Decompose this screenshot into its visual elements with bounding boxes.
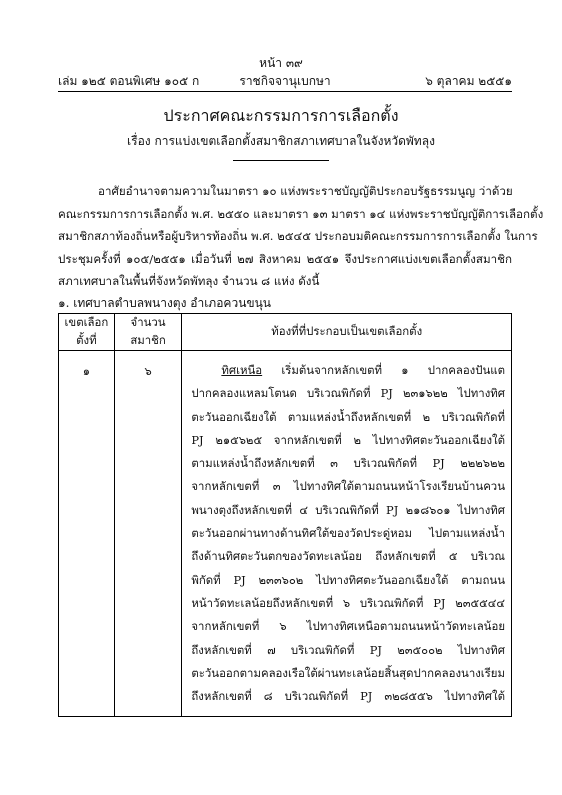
gazette-name: ราชกิจจานุเบกษา <box>239 74 331 88</box>
boundary-line: ตะวันออกผ่านทางด้านทิศใต้ของวัดประดู่หอม ไปตามแหล่งน้ำ <box>191 526 505 541</box>
publication-date: ๖ ตุลาคม ๒๕๕๑ <box>425 74 512 88</box>
column-header-area: ท้องที่ที่ประกอบเป็นเขตเลือกตั้ง <box>182 314 512 351</box>
zone-boundary-description <box>182 351 512 717</box>
boundary-line: จากหลักเขตที่ ๖ ไปทางทิศเหนือตามถนนหน้าวัดทะเลน้อย <box>191 619 505 634</box>
boundary-line: พิกัดที่ PJ ๒๓๓๖๐๒ ไปทางทิศตะวันออกเฉียงใต้ ตามถนน <box>191 572 505 587</box>
preamble-line: สมาชิกสภาท้องถิ่นหรือผู้บริหารท้องถิ่น พ.ศ. ๒๕๔๕ ประกอบมติคณะกรรมการการเลือกตั้ง ในการ <box>58 229 538 243</box>
page-number: หน้า ๓๙ <box>259 56 303 70</box>
table-row <box>59 351 512 717</box>
column-header-members: จำนวนสมาชิก <box>114 314 182 351</box>
boundary-line: PJ ๒๑๕๖๒๕ จากหลักเขตที่ ๒ ไปทางทิศตะวันออกเฉียงใต้ <box>191 432 505 447</box>
table-header-row <box>59 314 512 351</box>
column-header-zone: เขตเลือกตั้งที่ <box>59 314 115 351</box>
boundary-line: หน้าวัดทะเลน้อยถึงหลักเขตที่ ๖ บริเวณพิกัดที่ PJ ๒๓๕๕๔๔ <box>191 595 505 610</box>
zone-number: ๑ <box>59 351 115 717</box>
preamble-paragraph <box>58 180 544 293</box>
title-divider <box>233 160 329 161</box>
volume-issue: เล่ม ๑๒๕ ตอนพิเศษ ๑๐๕ ก <box>58 74 200 88</box>
preamble-line: ประชุมครั้งที่ ๑๐๕/๒๕๕๑ เมื่อวันที่ ๒๗ สิงหาคม ๒๕๕๑ จึงประกาศแบ่งเขตเลือกตั้งสมาชิก <box>58 251 512 266</box>
announcement-subject: เรื่อง การแบ่งเขตเลือกตั้งสมาชิกสภาเทศบาลในจังหวัดพัทลุง <box>127 134 435 148</box>
boundary-line: ถึงด้านทิศตะวันตกของวัดทะเลน้อย ถึงหลักเขตที่ ๕ บริเวณ <box>191 549 505 564</box>
boundary-line: ถึงหลักเขตที่ ๗ บริเวณพิกัดที่ PJ ๒๓๕๐๐๒ ไปทางทิศ <box>191 642 505 657</box>
boundary-line: พนางตุงถึงหลักเขตที่ ๔ บริเวณพิกัดที่ PJ ๒๑๘๖๐๑ ไปทางทิศ <box>191 502 505 517</box>
boundary-line: ตามแหล่งน้ำถึงหลักเขตที่ ๓ บริเวณพิกัดที่ PJ ๒๒๒๖๒๒ <box>191 456 505 471</box>
announcement-title: ประกาศคณะกรรมการการเลือกตั้ง <box>163 106 399 125</box>
boundary-line: ตะวันออกเฉียงใต้ ตามแหล่งน้ำถึงหลักเขตที่ ๒ บริเวณพิกัดที่ <box>191 409 505 424</box>
electoral-zone-table <box>58 313 512 717</box>
section-heading: ๑. เทศบาลตำบลพนางตุง อำเภอควนขนุน <box>58 296 272 310</box>
preamble-line: อาศัยอำนาจตามความในมาตรา ๑๐ แห่งพระราชบัญญัติประกอบรัฐธรรมนูญ ว่าด้วย <box>98 184 513 198</box>
boundary-text: เริ่มต้นจากหลักเขตที่ ๑ ปากคลองปันแต <box>281 363 505 377</box>
preamble-line: คณะกรรมการการเลือกตั้ง พ.ศ. ๒๕๕๐ และมาตรา ๑๓ มาตรา ๑๔ แห่งพระราชบัญญัติการเลือกตั้ง <box>58 206 544 221</box>
boundary-line: ปากคลองแหลมโตนด บริเวณพิกัดที่ PJ ๒๓๑๖๒๒ ไปทางทิศ <box>191 386 505 401</box>
boundary-line: จากหลักเขตที่ ๓ ไปทางทิศใต้ตามถนนหน้าโรงเรียนบ้านควน <box>191 479 505 494</box>
boundary-line: ตะวันออกตามคลองเรือใต้ผ่านทะเลน้อยสิ้นสุดปากคลองนางเรียม <box>191 665 505 680</box>
boundary-line <box>191 359 505 382</box>
member-count: ๖ <box>114 351 182 717</box>
preamble-line: สภาเทศบาลในพื้นที่จังหวัดพัทลุง จำนวน ๘ แห่ง ดังนี้ <box>58 274 320 288</box>
direction-label: ทิศเหนือ <box>221 363 263 377</box>
running-header <box>58 72 512 88</box>
boundary-line: ถึงหลักเขตที่ ๘ บริเวณพิกัดที่ PJ ๓๒๘๕๕๖ ไปทางทิศใต้ <box>191 689 505 704</box>
header-divider <box>58 91 512 92</box>
